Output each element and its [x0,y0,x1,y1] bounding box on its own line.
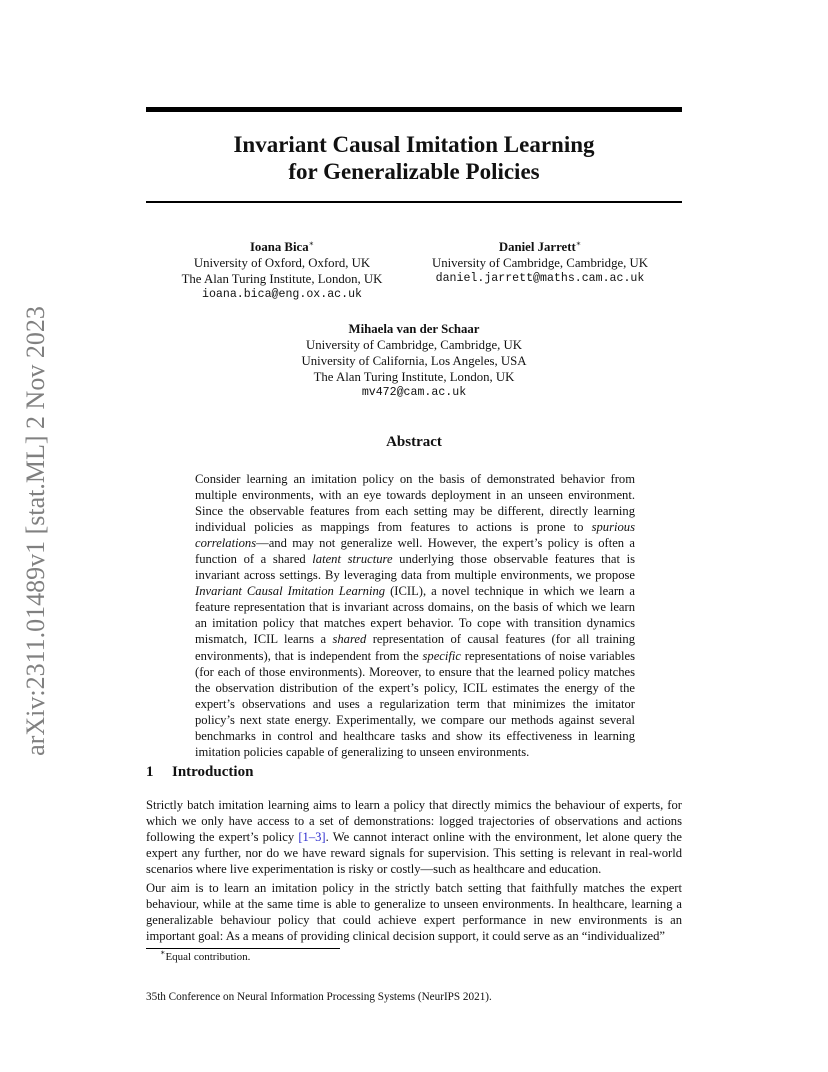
abstract-segment: representation of causal features (for all training environments), that is independent from the [195,632,635,663]
footnote-mark: ∗ [160,948,166,957]
footnote-rule [146,948,340,949]
title-line-1: Invariant Causal Imitation Learning [233,132,595,157]
intro-paragraph-1 [146,797,682,877]
title-top-rule [146,107,682,112]
conference-note: 35th Conference on Neural Information Processing Systems (NeurIPS 2021). [146,991,492,1003]
section-title: Introduction [172,764,254,780]
citation-link[interactable]: 3 [315,830,322,845]
title-bottom-rule [146,201,682,203]
abstract-emphasis: Invariant Causal Imitation Learning [195,584,386,599]
paragraph-text: Strictly batch imitation learning aims to learn a policy that directly mimics the behaviour of experts, for which we only have access to a set of demonstrations: logged trajectories of observations and actions following the expert’s policy [146,798,682,845]
abstract-segment: Consider learning an imitation policy on the basis of demonstrated behavior from multiple environments, with an eye towards deployment in an unseen environment. Since the observable features from each setting may be different, directly learning individual policies as mappings from features to actions is prone to [195,472,635,535]
author-affiliation: University of Cambridge, Cambridge, UK [431,256,649,270]
abstract-heading: Abstract [386,434,442,450]
abstract-segment: (ICIL), a novel technique in which we learn a feature representation that is invariant across domains, on the basis of which we learn an imitation policy that matches expert behavior. To cope with transition dynamics mismatch, ICIL learns a [195,584,635,647]
footnote [160,948,251,963]
abstract-emphasis: spurious correlations [195,520,635,551]
citation-dash: – [308,830,316,845]
citation-bracket: [ [298,830,303,845]
author-name: Daniel Jarrett [498,240,576,254]
author-block-van-der-schaar [270,321,558,401]
equal-contribution-mark: ∗ [575,239,582,248]
citation-bracket: ] [321,830,326,845]
abstract-segment: —and may not generalize well. However, the expert’s policy is often a function of a shared [195,536,635,567]
abstract-emphasis: specific [422,648,461,663]
author-affiliation: The Alan Turing Institute, London, UK [181,272,383,286]
author-affiliation: University of California, Los Angeles, USA [301,354,527,368]
author-email: ioana.bica@eng.ox.ac.uk [201,288,363,301]
author-name: Mihaela van der Schaar [348,322,480,336]
author-block-bica [170,239,394,303]
author-affiliation: The Alan Turing Institute, London, UK [313,370,515,384]
abstract-emphasis: latent structure [312,552,393,567]
section-number: 1 [146,764,154,780]
arxiv-watermark: arXiv:2311.01489v1 [stat.ML] 2 Nov 2023 [21,306,50,756]
author-block-jarrett [416,239,664,287]
abstract-segment: underlying those observable features that is invariant across settings. By leveraging data from multiple environments, we propose [195,552,635,583]
paper-title [146,131,682,185]
paragraph-text: Our aim is to learn an imitation policy in the strictly batch setting that faithfully matches the expert behaviour, while at the same time is able to generalize to unseen environments. In healthcare, learning a generalizable behaviour policy that could achieve expert performance in new environments is an important goal: As a means of providing clinical decision support, it could serve as an “individualized” [146,881,682,944]
paragraph-text: . We cannot interact online with the environment, let alone query the expert any further, nor do we have reward signals for supervision. This setting is relevant in real-world scenarios where live experimentation is risky or costly—such as healthcare and education. [146,830,683,877]
author-affiliation: University of Oxford, Oxford, UK [193,256,371,270]
citation-link[interactable]: 1 [302,830,309,845]
author-email: daniel.jarrett@maths.cam.ac.uk [435,272,645,285]
author-email: mv472@cam.ac.uk [361,386,467,399]
author-name: Ioana Bica [249,240,309,254]
author-affiliation: University of Cambridge, Cambridge, UK [305,338,523,352]
abstract-text [195,471,635,760]
abstract-emphasis: shared [332,632,367,647]
title-line-2: for Generalizable Policies [288,159,540,184]
section-heading-introduction [146,764,253,781]
intro-paragraph-2 [146,880,682,944]
abstract-segment: representations of noise variables (for each of those environments). Moreover, to ensure that the learned policy matches the observation distribution of the expert’s policy, ICIL estimates the energy of the expert’s observations and uses a regularization term that minimizes the imitator policy’s next state energy. Experimentally, we compare our methods against several benchmarks in control and healthcare tasks and show its effectiveness in learning imitation policies capable of generalizing to unseen environments. [195,648,635,759]
footnote-text: Equal contribution. [165,951,251,963]
equal-contribution-mark: ∗ [308,239,315,248]
